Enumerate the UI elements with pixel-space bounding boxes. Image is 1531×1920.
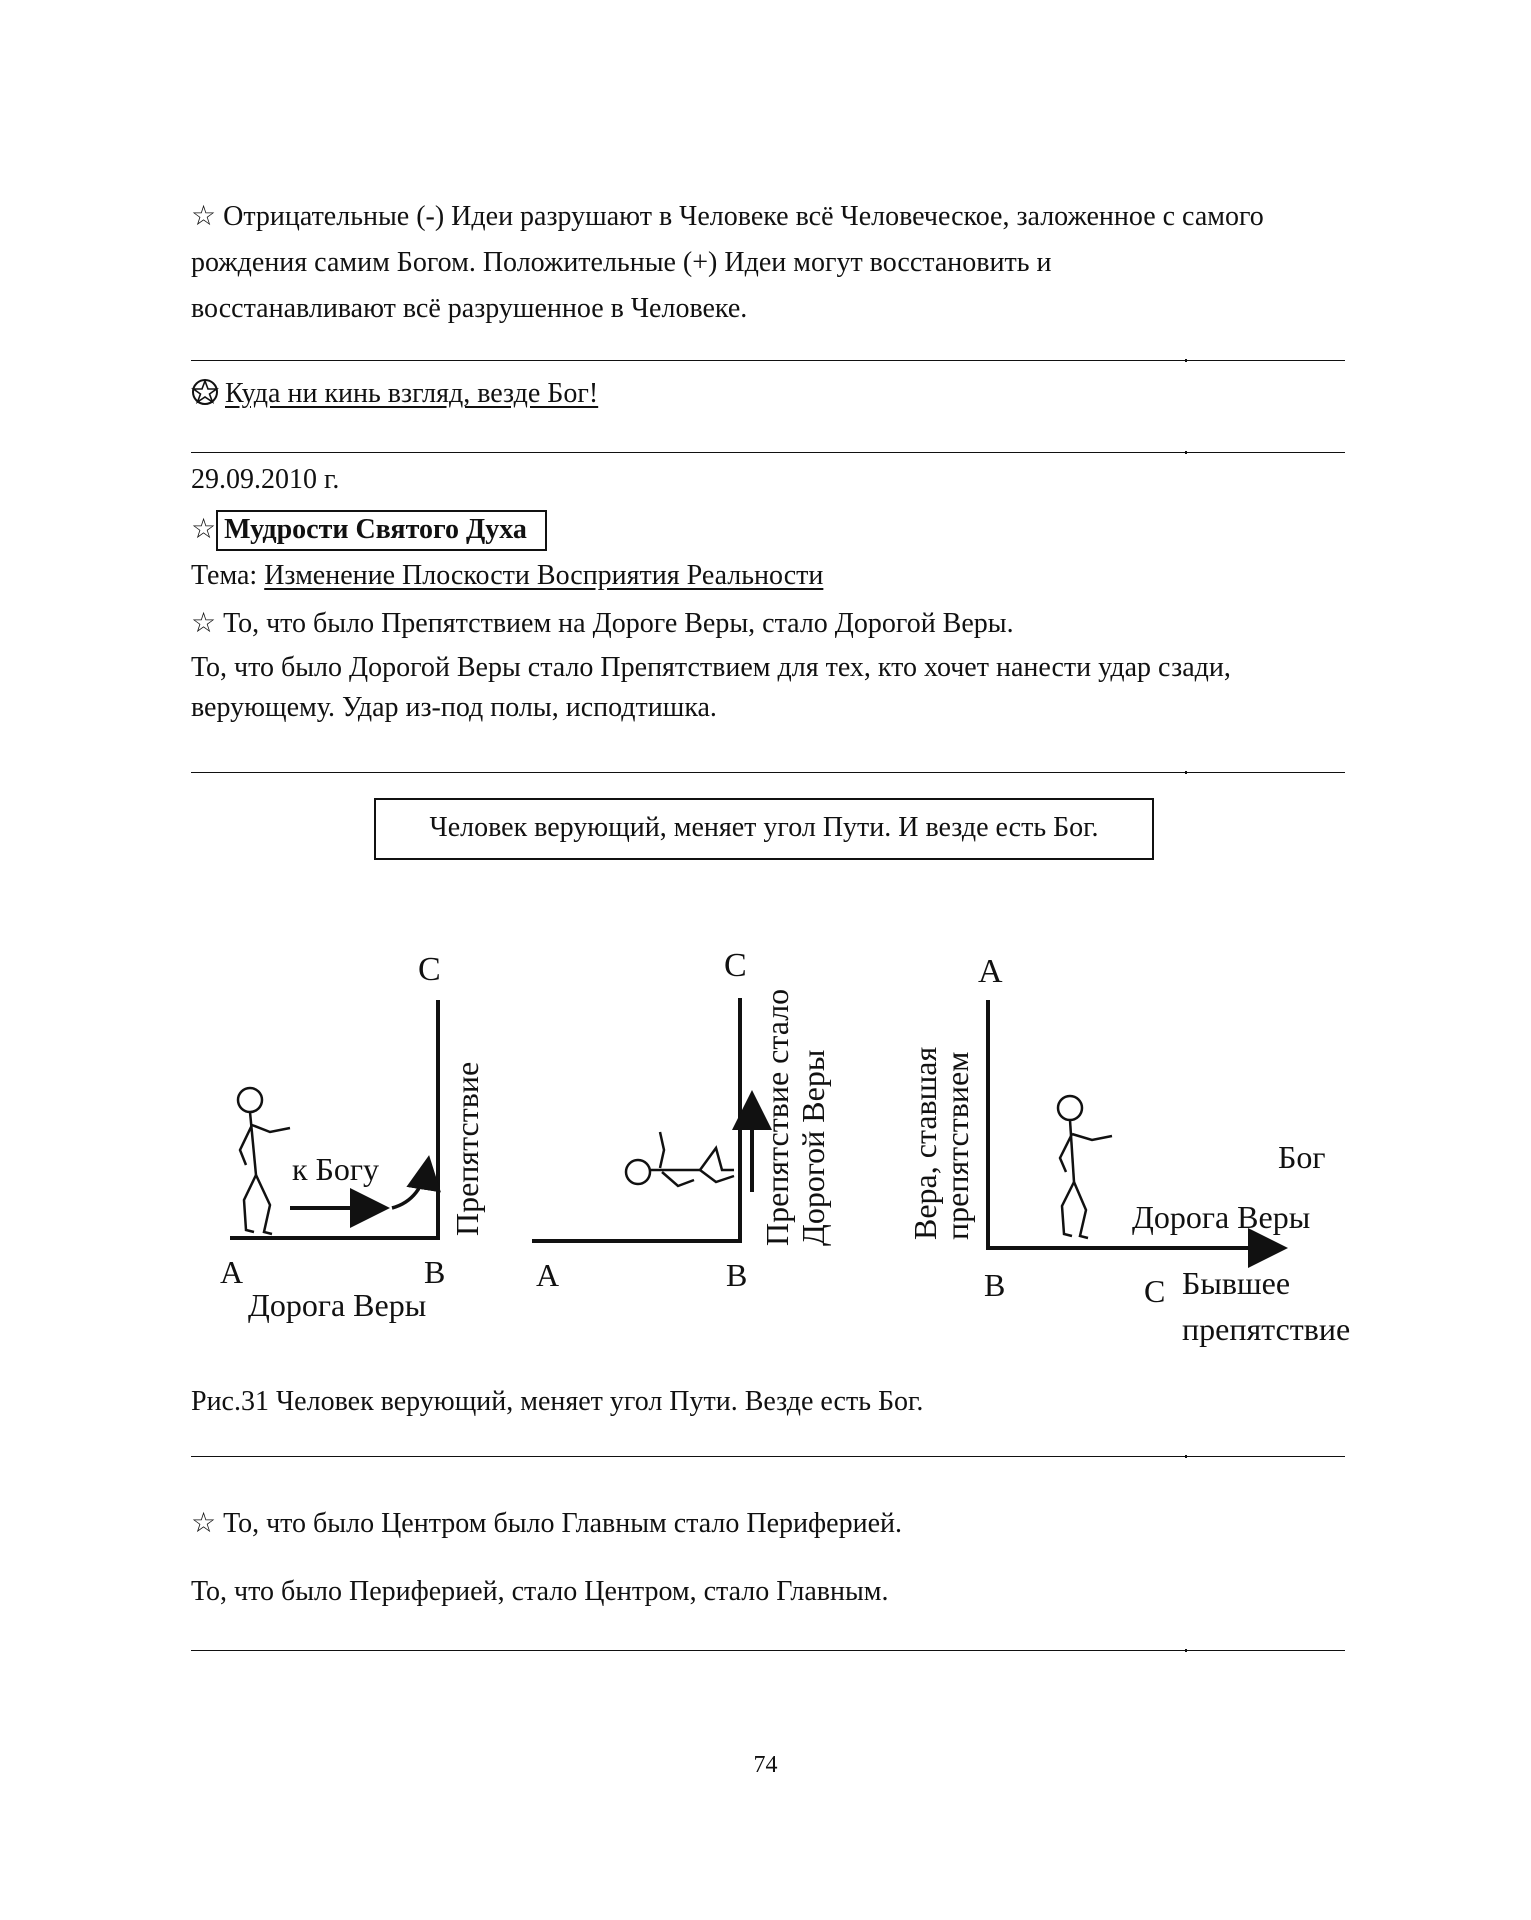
obstacle-label: Препятствие bbox=[449, 1061, 485, 1236]
paragraph-line: То, что было Дорогой Веры стало Препятствием для тех, кто хочет нанести удар сзади, bbox=[191, 652, 1231, 683]
star-icon: ☆ bbox=[191, 514, 217, 545]
divider bbox=[191, 1650, 1345, 1651]
heading-title: Мудрости Святого Духа bbox=[216, 510, 547, 551]
point-a: A bbox=[536, 1257, 560, 1293]
divider bbox=[191, 1456, 1345, 1457]
panel2-label-line1: Препятствие стало bbox=[759, 988, 795, 1246]
paragraph-line: восстанавливают всё разрушенное в Человеке. bbox=[191, 293, 748, 324]
former-obstacle-line2: препятствие bbox=[1182, 1311, 1351, 1347]
paragraph-line: ☆ Отрицательные (-) Идеи разрушают в Человеке всё Человеческое, заложенное с самого bbox=[191, 201, 1264, 232]
turn-arrow bbox=[392, 1162, 428, 1208]
page-number: 74 bbox=[753, 1752, 778, 1778]
point-a: A bbox=[220, 1254, 244, 1290]
paragraph-line: рождения самим Богом. Положительные (+) Идеи могут восстановить и bbox=[191, 247, 1052, 278]
topic-prefix: Тема: bbox=[191, 560, 258, 591]
point-c: C bbox=[1144, 1273, 1166, 1309]
boxed-caption: Человек верующий, меняет угол Пути. И везде есть Бог. bbox=[374, 798, 1154, 860]
point-b: B bbox=[424, 1254, 446, 1290]
point-b: B bbox=[984, 1267, 1006, 1303]
paragraph-line: верующему. Удар из-под полы, исподтишка. bbox=[191, 692, 717, 723]
topic-text: Изменение Плоскости Восприятия Реальности bbox=[264, 560, 824, 591]
motto-text: Куда ни кинь взгляд, везде Бог! bbox=[225, 378, 599, 409]
road-label: Дорога Веры bbox=[248, 1287, 427, 1323]
panel3-label-line2: препятствием bbox=[939, 1051, 975, 1240]
paragraph-line: ☆ То, что было Центром было Главным стало Периферией. bbox=[191, 1508, 902, 1539]
walking-person-icon bbox=[1058, 1096, 1112, 1238]
point-c: C bbox=[724, 947, 747, 984]
point-c: C bbox=[418, 951, 441, 988]
panel-3 bbox=[907, 953, 1350, 1347]
walking-person-icon bbox=[238, 1088, 290, 1234]
date: 29.09.2010 г. bbox=[191, 464, 340, 495]
point-a: A bbox=[978, 953, 1003, 990]
panel2-label-line2: Дорогой Веры bbox=[795, 1049, 831, 1246]
to-god-label: к Богу bbox=[292, 1151, 380, 1187]
road-label: Дорога Веры bbox=[1132, 1199, 1311, 1235]
fallen-person-icon bbox=[626, 1132, 734, 1186]
paragraph-line: То, что было Периферией, стало Центром, стало Главным. bbox=[191, 1576, 889, 1607]
figure-caption: Рис.31 Человек верующий, меняет угол Пути. Везде есть Бог. bbox=[191, 1386, 924, 1417]
god-label: Бог bbox=[1278, 1139, 1326, 1175]
panel-2 bbox=[532, 947, 831, 1293]
point-b: B bbox=[726, 1257, 748, 1293]
former-obstacle-line1: Бывшее bbox=[1182, 1265, 1291, 1301]
panel-1 bbox=[220, 951, 485, 1323]
panel3-label-line1: Вера, ставшая bbox=[907, 1046, 943, 1240]
paragraph-line: ☆ То, что было Препятствием на Дороге Веры, стало Дорогой Веры. bbox=[191, 608, 1014, 639]
